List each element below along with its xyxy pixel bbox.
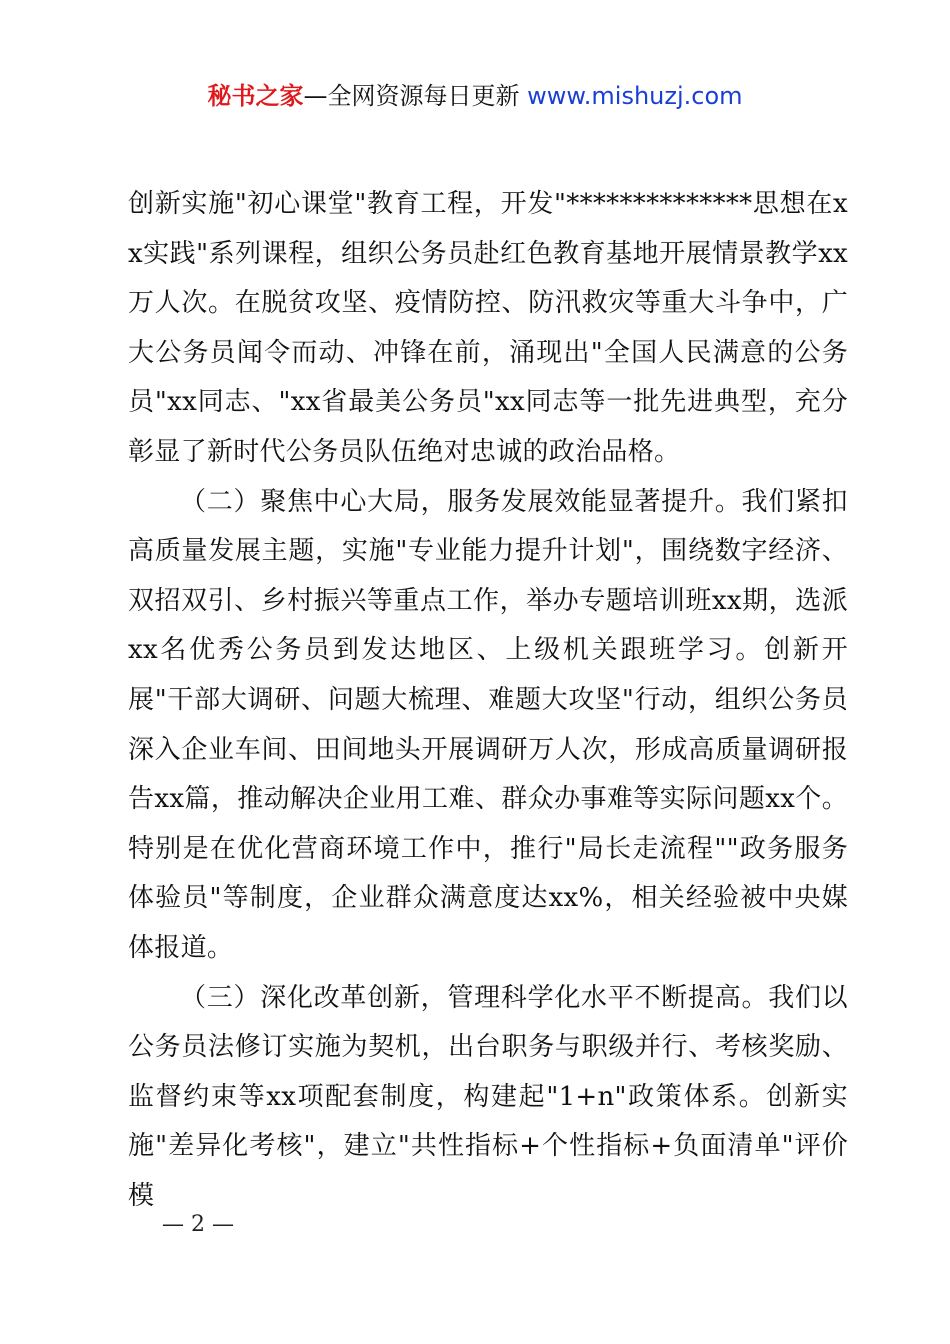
page-number: — 2 — bbox=[162, 1212, 234, 1237]
site-header bbox=[0, 80, 950, 112]
paragraph-continuation: 创新实施"初心课堂"教育工程，开发"**************思想在xx实践"系列课程，组织公务员赴红色教育基地开展情景教学xx万人次。在脱贫攻坚、疫情防控、防汛救灾等重大斗争中，广大公务员闻令而动、冲锋在前，涌现出"全国人民满意的公务员"xx同志、"xx省最美公务员"xx同志等一批先进典型，充分彰显了新时代公务员队伍绝对忠诚的政治品格。 bbox=[128, 189, 848, 467]
document-body bbox=[128, 180, 848, 1221]
paragraph-section-two: （二）聚焦中心大局，服务发展效能显著提升。我们紧扣高质量发展主题，实施"专业能力提升计划"，围绕数字经济、双招双引、乡村振兴等重点工作，举办专题培训班xx期，选派xx名优秀公务员到发达地区、上级机关跟班学习。创新开展"干部大调研、问题大梳理、难题大攻坚"行动，组织公务员深入企业车间、田间地头开展调研万人次，形成高质量调研报告xx篇，推动解决企业用工难、群众办事难等实际问题xx个。特别是在优化营商环境工作中，推行"局长走流程""政务服务体验员"等制度，企业群众满意度达xx%，相关经验被中央媒体报道。 bbox=[128, 486, 848, 963]
paragraph-section-three: （三）深化改革创新，管理科学化水平不断提高。我们以公务员法修订实施为契机，出台职务与职级并行、考核奖励、监督约束等xx项配套制度，构建起"1+n"政策体系。创新实施"差异化考核"，建立"共性指标+个性指标+负面清单"评价模 bbox=[128, 982, 848, 1211]
brand-name: 秘书之家 bbox=[207, 82, 304, 110]
header-slogan: —全网资源每日更新 bbox=[303, 82, 520, 110]
website-link[interactable]: www.mishuzj.com bbox=[527, 82, 743, 110]
